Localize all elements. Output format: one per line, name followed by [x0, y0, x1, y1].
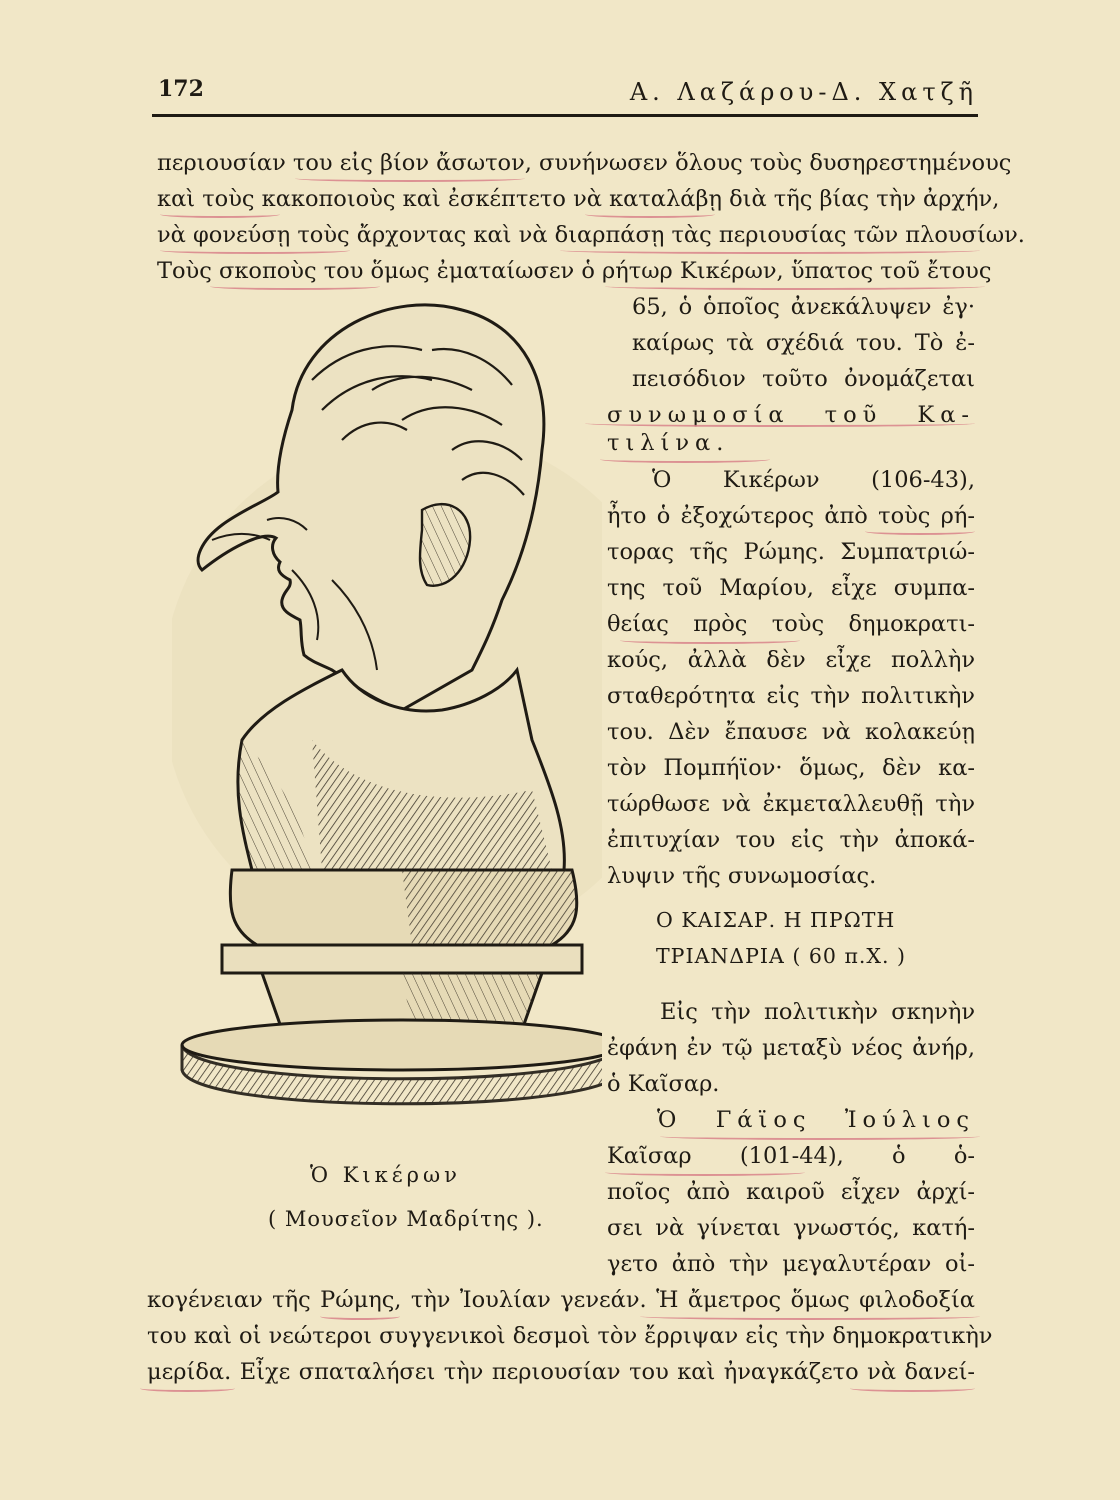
pencil-underline: [160, 247, 350, 254]
text-line: συνωμοσία τοῦ Κα-: [607, 402, 975, 428]
pencil-underline: [585, 420, 975, 427]
text-line: περιουσίαν του εἰς βίον ἄσωτον, συνήνωσεν ὅλους τοὺς δυσηρεστημένους: [157, 150, 1012, 176]
text-line: κογένειαν τῆς Ρώμης, τὴν Ἰουλίαν γενεάν. Ἡ ἄμετρος ὅμως φιλοδοξία: [147, 1287, 975, 1313]
text-line: του καὶ οἱ νεώτεροι συγγενικοὶ δεσμοὶ τὸν ἔρριψαν εἰς τὴν δημοκρατικὴν: [147, 1323, 993, 1349]
text-line: θείας πρὸς τοὺς δημοκρατι-: [607, 611, 975, 637]
text-line: σει νὰ γίνεται γνωστός, κατή-: [607, 1215, 975, 1241]
text-line: τώρθωσε νὰ ἐκμεταλλευθῇ τὴν: [607, 791, 975, 817]
text-line: της τοῦ Μαρίου, εἶχε συμπα-: [607, 575, 975, 601]
pencil-underline: [140, 1385, 235, 1392]
text-line: ποῖος ἀπὸ καιροῦ εἶχεν ἀρχί-: [607, 1179, 975, 1205]
text-line: ἦτο ὁ ἐξοχώτερος ἀπὸ τοὺς ρή-: [607, 503, 975, 529]
pencil-underline: [600, 456, 770, 463]
text-line: καὶ τοὺς κακοποιοὺς καὶ ἐσκέπτετο νὰ καταλάβῃ διὰ τῆς βίας τὴν ἀρχήν,: [157, 186, 1000, 212]
text-line: Ὁ Γάϊος Ἰούλιος: [657, 1107, 975, 1133]
figure-caption-source: ( Μουσεῖον Μαδρίτης ).: [268, 1207, 544, 1231]
pencil-underline: [295, 175, 525, 182]
text-line: τιλίνα.: [607, 430, 730, 456]
text-line: ἐφάνη ἐν τῷ μεταξὺ νέος ἀνήρ,: [607, 1035, 975, 1061]
section-heading: ΤΡΙΑΝΔΡΙΑ ( 60 π.Χ. ): [656, 944, 907, 968]
text-line: 65, ὁ ὁποῖος ἀνεκάλυψεν ἐγ·: [632, 294, 975, 320]
text-line: Τοὺς σκοποὺς του ὅμως ἐματαίωσεν ὁ ρήτωρ Κικέρων, ὕπατος τοῦ ἔτους: [157, 258, 992, 284]
page-number: 172: [158, 76, 204, 102]
pencil-underline: [865, 528, 975, 535]
pencil-underline: [620, 637, 800, 644]
page-header: [152, 68, 978, 117]
text-line: Εἰς τὴν πολιτικὴν σκηνὴν: [660, 999, 975, 1025]
pencil-underline: [320, 1313, 400, 1320]
text-line: τὸν Πομπήϊον· ὅμως, δὲν κα-: [607, 755, 975, 781]
text-line: κούς, ἀλλὰ δὲν εἶχε πολλὴν: [607, 647, 975, 673]
pencil-underline: [660, 1133, 980, 1140]
pencil-underline: [560, 247, 980, 254]
section-heading: Ο ΚΑΙΣΑΡ. Η ΠΡΩΤΗ: [656, 908, 896, 932]
pencil-underline: [605, 283, 985, 290]
text-line: τορας τῆς Ρώμης. Συμπατριώ-: [607, 539, 975, 565]
pencil-underline: [640, 1313, 980, 1320]
text-line: σταθερότητα εἰς τὴν πολιτικὴν: [607, 683, 975, 709]
text-line: πεισόδιον τοῦτο ὀνομάζεται: [632, 366, 975, 392]
text-line: ἐπιτυχίαν του εἰς τὴν ἀποκά-: [607, 827, 975, 853]
pencil-underline: [585, 211, 715, 218]
running-head: Α. Λαζάρου-Δ. Χατζῆ: [629, 78, 978, 106]
figure-caption-title: Ὁ Κικέρων: [310, 1163, 461, 1187]
pencil-underline: [210, 283, 380, 290]
text-line: Ὁ Κικέρων (106-43),: [652, 467, 975, 493]
text-line: ὁ Καῖσαρ.: [607, 1071, 720, 1097]
text-line: γετο ἀπὸ τὴν μεγαλυτέραν οἰ-: [607, 1251, 975, 1277]
text-line: καίρως τὰ σχέδιά του. Τὸ ἐ-: [632, 330, 975, 356]
cicero-bust-illustration: [172, 270, 602, 1130]
text-line: λυψιν τῆς συνωμοσίας.: [607, 863, 877, 889]
pencil-underline: [850, 1385, 975, 1392]
text-line: μερίδα. Εἶχε σπαταλήσει τὴν περιουσίαν του καὶ ἠναγκάζετο νὰ δανεί-: [147, 1359, 975, 1385]
text-line: νὰ φονεύσῃ τοὺς ἄρχοντας καὶ νὰ διαρπάσῃ τὰς περιουσίας τῶν πλουσίων.: [157, 222, 1025, 248]
pencil-underline: [160, 211, 280, 218]
text-line: Καῖσαρ (101-44), ὁ ὁ-: [607, 1143, 975, 1169]
pencil-underline: [605, 1169, 805, 1176]
text-line: του. Δὲν ἔπαυσε νὰ κολακεύῃ: [607, 719, 975, 745]
